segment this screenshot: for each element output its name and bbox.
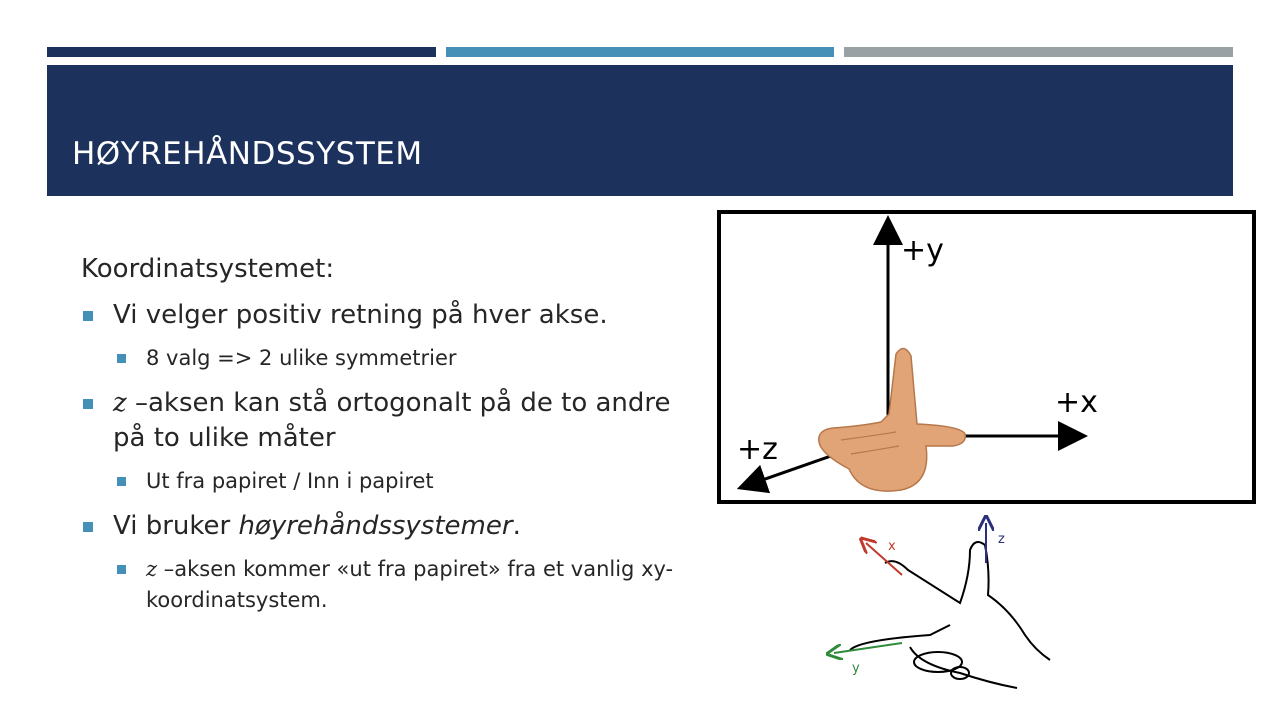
label-x: x [888, 539, 896, 554]
right-hand-axes-figure [717, 210, 1256, 504]
bullet-3-text-before: Vi bruker [113, 511, 239, 541]
accent-bar-gray [844, 47, 1233, 57]
bullet-marker [83, 399, 93, 409]
axes-illustration [721, 214, 1252, 500]
hand-icon [819, 348, 965, 491]
y-arrow [834, 643, 902, 653]
bullet-2 [81, 386, 711, 456]
x-arrow [866, 543, 902, 575]
bullet-1-sub-text: 8 valg => 2 ulike symmetrier [146, 346, 457, 370]
bullet-1 [81, 298, 711, 333]
label-z: z [998, 532, 1005, 547]
bullet-1-sub [81, 343, 711, 374]
bullet-2-sub-text: Ut fra papiret / Inn i papiret [146, 469, 434, 493]
math-z: z [113, 388, 127, 418]
math-z: z [146, 557, 158, 581]
bullet-1-text: Vi velger positiv retning på hver akse. [113, 300, 608, 330]
bullet-marker [83, 522, 93, 532]
bullet-marker [83, 311, 93, 321]
bullet-3-sub-text: –aksen kommer «ut fra papiret» fra et vanlig xy-koordinatsystem. [146, 557, 674, 612]
label-plus-z: +z [737, 432, 778, 467]
bullet-2-sub [81, 466, 711, 497]
slide-content [81, 250, 711, 628]
bullet-marker [117, 565, 126, 574]
bullet-marker [117, 477, 126, 486]
label-plus-x: +x [1055, 385, 1098, 420]
bullet-3-emphasis: høyrehåndssystemer [238, 511, 513, 541]
label-y: y [852, 661, 860, 676]
bullet-3-text-after: . [512, 511, 521, 541]
accent-bar-blue [446, 47, 834, 57]
hand-sketch-figure [820, 515, 1060, 695]
bullet-2-text: –aksen kan stå ortogonalt på de to andre på to ulike måter [113, 388, 671, 453]
intro-text: Koordinatsystemet: [81, 254, 335, 284]
bullet-3-sub [81, 554, 711, 616]
hand-sketch [820, 515, 1060, 695]
label-plus-y: +y [901, 233, 944, 268]
accent-bar-dark [47, 47, 436, 57]
slide-title: HØYREHÅNDSSYSTEM [72, 136, 423, 172]
bullet-3 [81, 509, 711, 544]
title-band [47, 65, 1233, 196]
bullet-marker [117, 354, 126, 363]
